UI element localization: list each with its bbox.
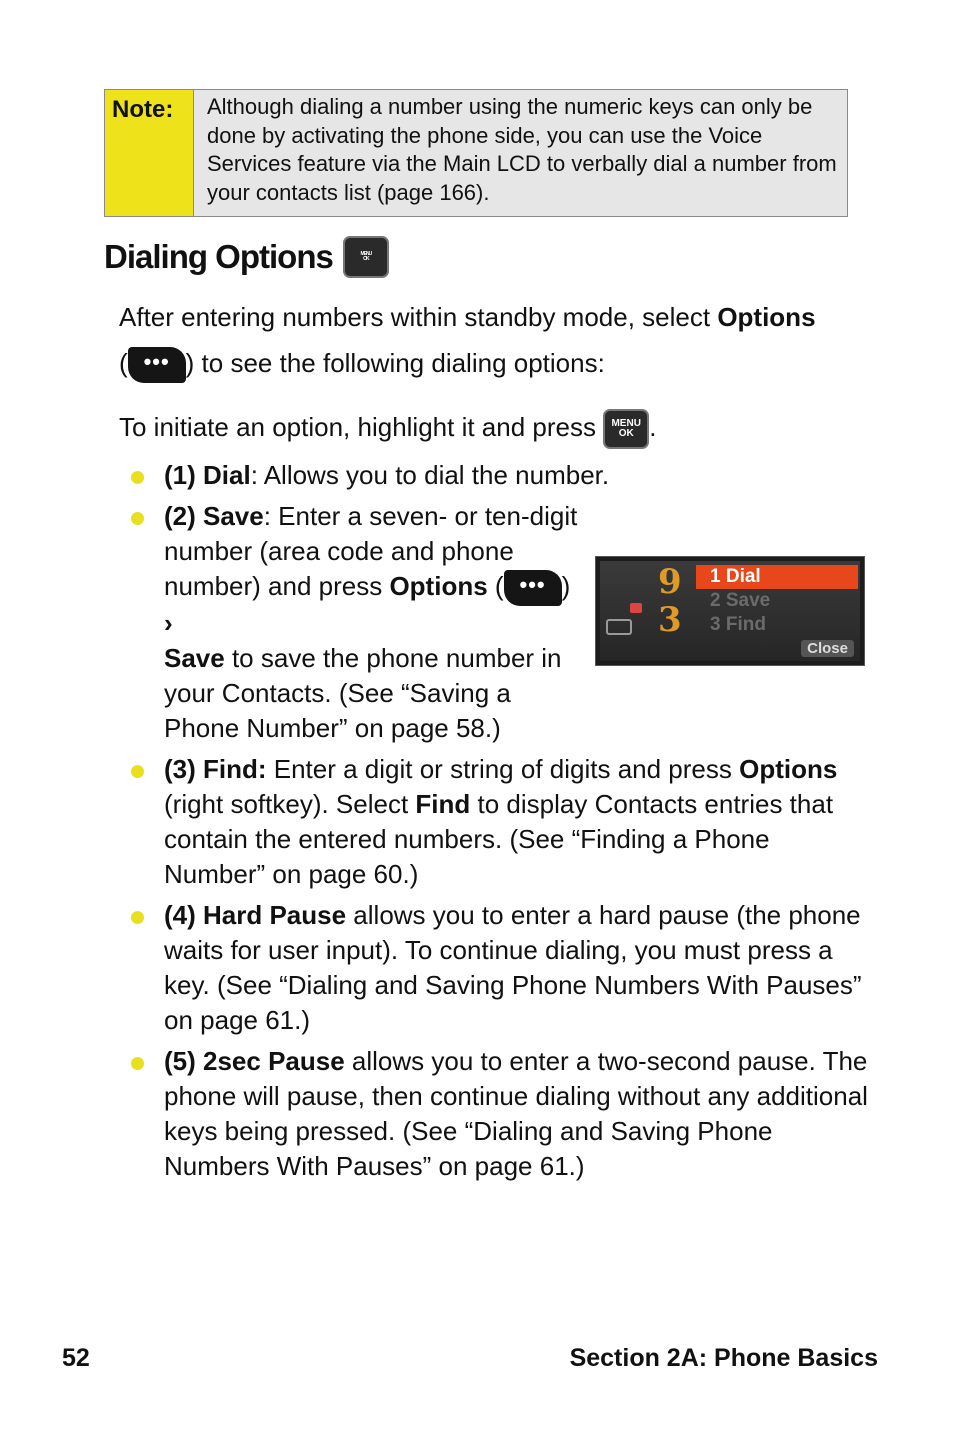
option-desc: Enter a digit or string of digits and press: [266, 754, 740, 785]
phone-screen: [600, 561, 860, 661]
option-options: Options: [739, 754, 838, 785]
menu-key-line1: MENU: [360, 251, 372, 257]
option-name: (2) Save: [164, 501, 264, 531]
section-heading: [104, 236, 389, 278]
bullet-icon: [131, 765, 144, 778]
paren-close: ): [561, 571, 571, 601]
option-desc: : Enter a seven- or ten-digit number (area code and phone number) and press: [164, 501, 578, 601]
list-item: [128, 1044, 868, 1184]
menu-item-save: 2 Save: [710, 590, 771, 611]
intro-text-2: ) to see the following dialing options:: [185, 348, 605, 378]
bullet-icon: [131, 1057, 144, 1070]
digit-2: 3: [658, 600, 682, 640]
bullet-icon: [131, 471, 144, 484]
paren-open: (: [487, 571, 504, 601]
chevron-right-icon: ›: [164, 608, 173, 639]
option-name: (3) Find:: [164, 754, 267, 785]
phone-screen-image: [595, 556, 865, 666]
note-box: [104, 89, 848, 217]
menu-item-find: 3 Find: [710, 614, 766, 635]
intro-options: Options: [717, 302, 816, 332]
menu-ok-key-icon: [343, 236, 389, 278]
menu-key-line2: OK: [618, 428, 634, 440]
note-label: Note:: [105, 90, 194, 216]
option-desc: allows you to enter a hard pause (the phone waits for user input). To continue dialing, you must press a key. (See “Dialing and Saving Phone Numbers With Pauses” on page 61.): [164, 900, 862, 1036]
option-name: (5) 2sec Pause: [164, 1046, 345, 1077]
list-item: [128, 898, 868, 1038]
option-find: Find: [415, 789, 471, 820]
page-number: 52: [62, 1344, 90, 1372]
section-title: Dialing Options: [104, 238, 333, 275]
list-item: [128, 458, 868, 493]
initiate-end: .: [649, 412, 657, 442]
option-desc-2: (right softkey). Select: [164, 789, 416, 820]
option-name: (1) Dial: [164, 460, 251, 490]
option-desc: allows you to enter a two-second pause. The phone will pause, then continue dialing without any additional keys being pressed. (See “Dialing and Saving Phone Numbers With Pauses” on page 61.): [164, 1046, 868, 1182]
menu-ok-key-icon: [603, 409, 649, 449]
initiate-text: To initiate an option, highlight it and press: [119, 412, 604, 442]
initiate-paragraph: [119, 404, 879, 450]
option-desc-2: to save the phone number in your Contacts. (See “Saving a Phone Number” on page 58.): [164, 643, 562, 744]
list-item: [128, 752, 868, 892]
softkey-options-icon: •••: [504, 570, 562, 606]
digit-1: 9: [658, 562, 682, 602]
note-text: Although dialing a number using the numeric keys can only be done by activating the phone side, you can use the Voice Services feature via the Main LCD to verbally dial a number from your contacts list (page 166).: [194, 90, 847, 216]
option-desc: : Allows you to dial the number.: [250, 460, 610, 490]
option-name: (4) Hard Pause: [164, 900, 347, 931]
bullet-icon: [131, 911, 144, 924]
close-softkey: Close: [801, 640, 854, 657]
option-options: Options: [389, 571, 488, 601]
phone-indicator-icon: [630, 603, 642, 613]
list-item: [128, 499, 584, 746]
menu-key-line2: OK: [363, 256, 369, 262]
menu-item-dial: 1 Dial: [696, 565, 858, 589]
intro-paragraph: [119, 294, 879, 386]
dialed-digits: [658, 563, 682, 639]
option-desc-3: to display Contacts entries that contain the entered numbers. (See “Finding a Phone Number” on page 60.): [164, 789, 834, 890]
softkey-options-icon: •••: [128, 347, 186, 383]
menu-key-line1: MENU: [611, 418, 641, 430]
intro-text-1: After entering numbers within standby mode, select: [119, 302, 718, 332]
section-footer: Section 2A: Phone Basics: [569, 1344, 878, 1372]
phone-status-icon: [606, 619, 632, 635]
bullet-icon: [131, 512, 144, 525]
option-save: Save: [164, 643, 225, 674]
intro-paren-open: (: [119, 348, 128, 378]
